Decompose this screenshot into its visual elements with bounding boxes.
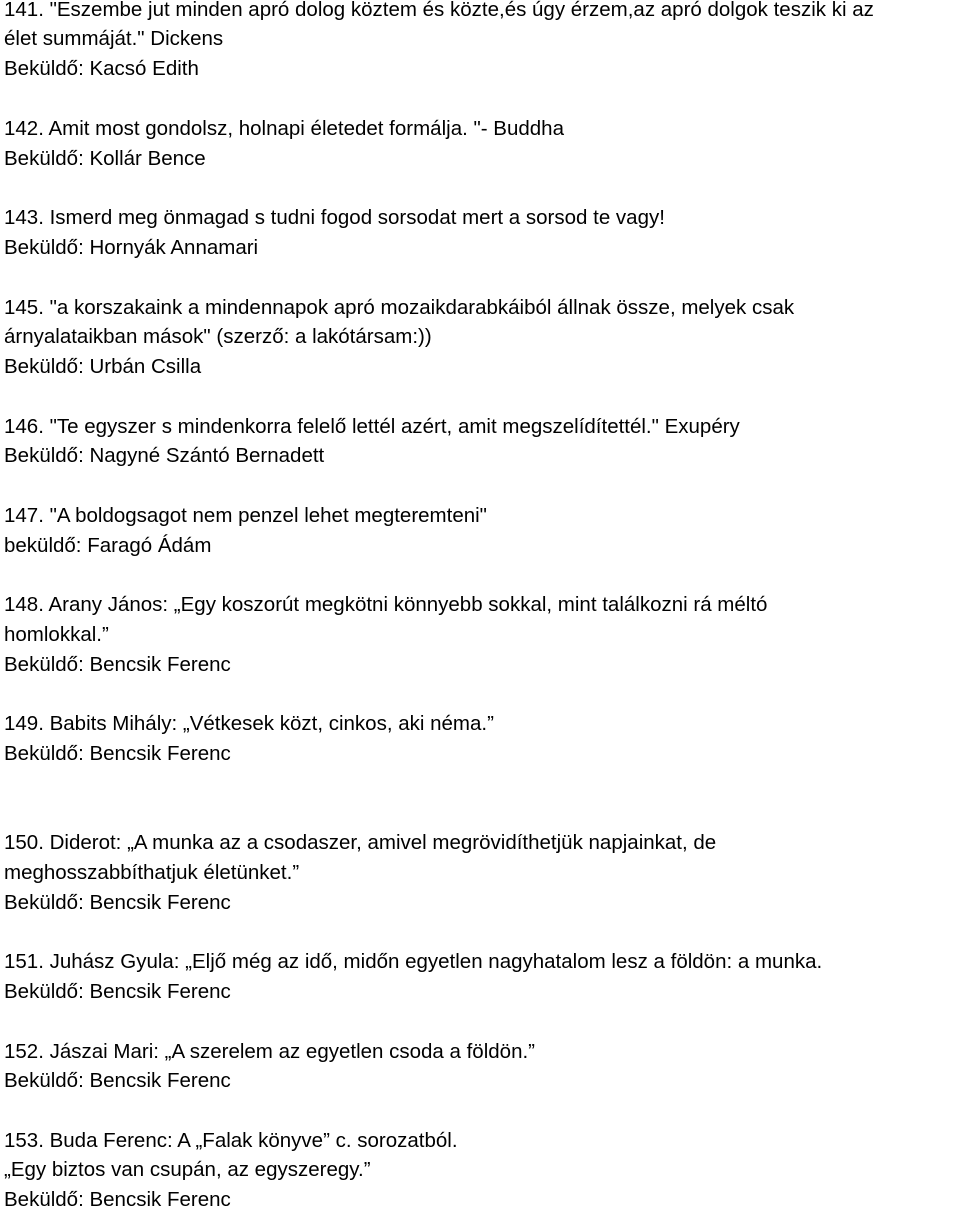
text-line: „Egy biztos van csupán, az egyszeregy.” [4,1158,371,1181]
text-line: 146. "Te egyszer s mindenkorra felelő lettél azért, amit megszelídítettél." Exupéry [4,415,740,438]
text-line: árnyalataikban mások" (szerző: a lakótársam:)) [4,325,432,348]
text-line: meghosszabbíthatjuk életünket.” [4,861,300,884]
text-line: 148. Arany János: „Egy koszorút megkötni könnyebb sokkal, mint találkozni rá méltó [4,593,768,616]
text-line: Beküldő: Bencsik Ferenc [4,891,231,914]
text-line: beküldő: Faragó Ádám [4,534,212,557]
text-line: 142. Amit most gondolsz, holnapi életedet formálja. "- Buddha [4,117,564,140]
text-line: Beküldő: Nagyné Szántó Bernadett [4,444,325,467]
text-line: 145. "a korszakaink a mindennapok apró mozaikdarabkáiból állnak össze, melyek csak [4,296,795,319]
text-line: 143. Ismerd meg önmagad s tudni fogod sorsodat mert a sorsod te vagy! [4,206,665,229]
text-line: Beküldő: Kacsó Edith [4,57,199,80]
text-line: 152. Jászai Mari: „A szerelem az egyetlen csoda a földön.” [4,1040,535,1063]
text-line: 147. "A boldogsagot nem penzel lehet megteremteni" [4,504,487,527]
text-line: Beküldő: Hornyák Annamari [4,236,259,259]
text-line: Beküldő: Bencsik Ferenc [4,980,231,1003]
text-line: Beküldő: Bencsik Ferenc [4,1188,231,1211]
text-line: homlokkal.” [4,623,109,646]
text-line: Beküldő: Bencsik Ferenc [4,653,231,676]
text-line: 149. Babits Mihály: „Vétkesek közt, cinkos, aki néma.” [4,712,494,735]
text-line: Beküldő: Kollár Bence [4,147,206,170]
text-line: Beküldő: Bencsik Ferenc [4,742,231,765]
text-line: Beküldő: Urbán Csilla [4,355,202,378]
text-line: 150. Diderot: „A munka az a csodaszer, amivel megrövidíthetjük napjainkat, de [4,831,717,854]
text-line: 151. Juhász Gyula: „Eljő még az idő, midőn egyetlen nagyhatalom lesz a földön: a munka. [4,950,823,973]
text-line: 141. "Eszembe jut minden apró dolog köztem és közte,és úgy érzem,az apró dolgok teszik ki az [4,0,874,21]
text-line: Beküldő: Bencsik Ferenc [4,1069,231,1092]
text-line: 153. Buda Ferenc: A „Falak könyve” c. sorozatból. [4,1129,458,1152]
text-line: élet summáját." Dickens [4,27,224,50]
